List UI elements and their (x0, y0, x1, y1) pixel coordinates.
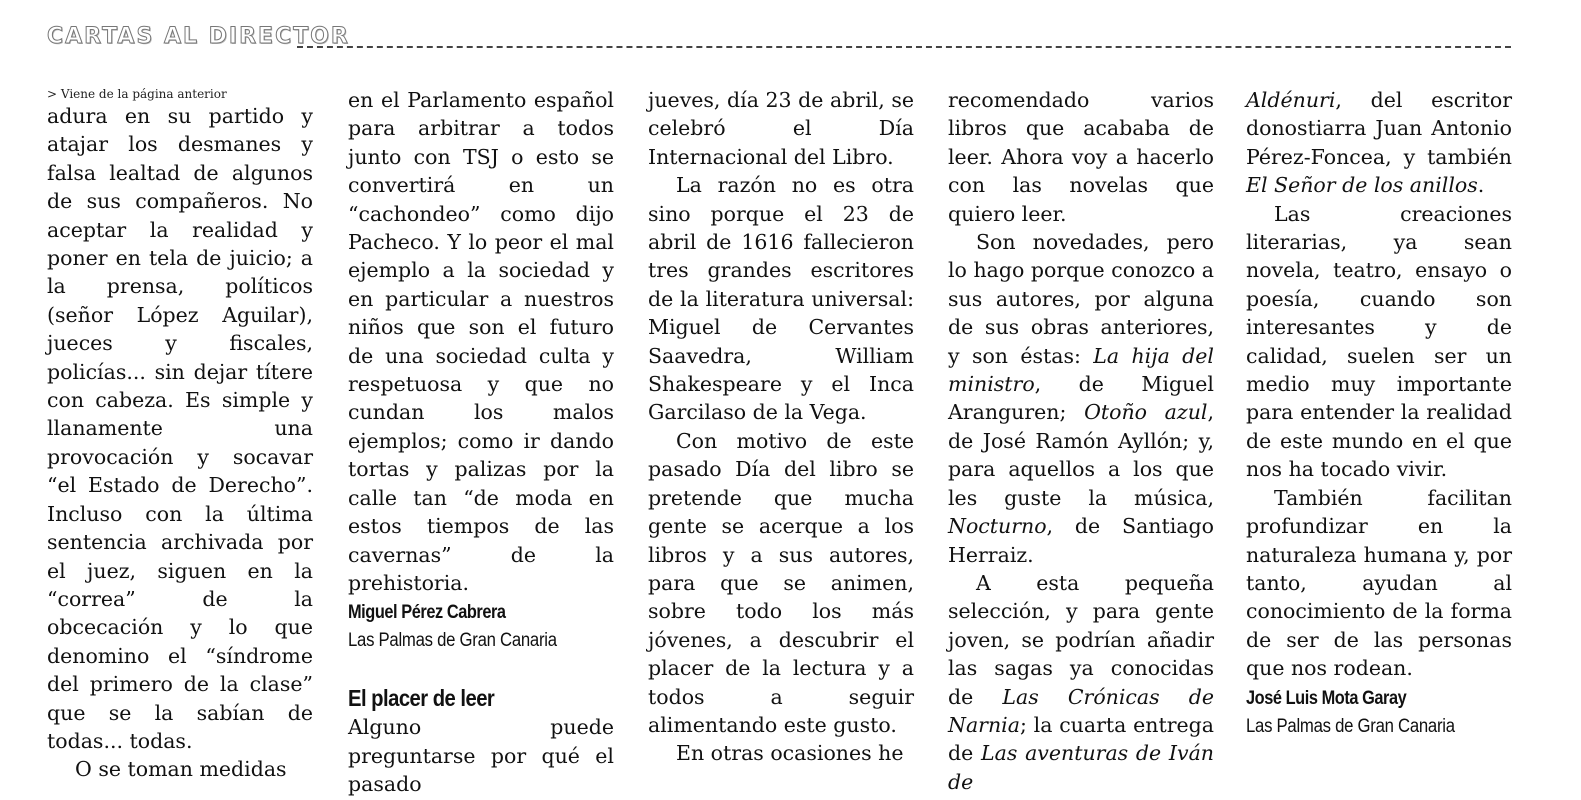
paragraph: También facilitan profundizar en la naturaleza humana y, por tanto, ayudan al conocimiento de la forma de ser de las personas que nos rodean. (1246, 485, 1512, 681)
book-title: El Señor de los anillos (1246, 173, 1478, 198)
paragraph: jueves, día 23 de abril, se celebró el Día Internacional del Libro. (648, 88, 914, 169)
signature-place: Las Palmas de Gran Canaria (348, 630, 557, 652)
section-title: CARTAS AL DIRECTOR (47, 24, 350, 49)
column-4 (948, 86, 1214, 796)
section-header (47, 22, 1511, 52)
paragraph: Alguno puede preguntarse por qué el pasado (348, 715, 614, 797)
signature-place: Las Palmas de Gran Canaria (1246, 715, 1455, 737)
book-title: Aldénuri (1246, 88, 1336, 112)
paragraph: Las creaciones literarias, ya sean novela, teatro, ensayo o poesía, cuando son interesantes y de calidad, suelen ser un medio muy importante para entender la realidad de este mundo en el que nos ha tocado vivir. (1246, 201, 1512, 482)
column-5 (1246, 86, 1512, 741)
paragraph: A esta pequeña selección, y para gente joven, se podrían añadir las sagas ya conocidas de Las Crónicas de Narnia; la cuarta entrega de Las aventuras de Iván de (948, 570, 1215, 794)
paragraph: adura en su partido y atajar los desmanes y falsa lealtad de algunos de sus compañeros. No aceptar la realidad y poner en tela de juicio; a la prensa, políticos (señor López Aguilar), jueces y fiscales, policías... sin dejar títere con cabeza. Es simple y llanamente una provocación y socavar “el Estado de Derecho”. Incluso con la última sentencia archivada por el juez, siguen en la “correa” de la obcecación y lo que denomino el “síndrome del primero de la clase” que se la sabían de todas... todas. (47, 104, 313, 753)
paragraph: O se toman medidas (75, 757, 287, 782)
book-title: Nocturno (948, 514, 1047, 539)
paragraph: En otras ocasiones he (676, 741, 904, 766)
book-title: Otoño azul (1084, 400, 1208, 425)
paragraph: recomendado varios libros que acababa de leer. Ahora voy a hacerlo con las novelas que quiero leer. (948, 88, 1214, 226)
book-title: Las Crónicas de Narnia (948, 684, 1215, 737)
continued-note: > Viene de la página anterior (47, 87, 227, 101)
header-rule (297, 46, 1511, 48)
paragraph: Con motivo de este pasado Día del libro se pretende que mucha gente se acerque a los libros y a sus autores, para que se animen, sobre todo los más jóvenes, a descubrir el placer de la lectura y a todos a seguir alimentando este gusto. (648, 428, 914, 737)
column-2 (348, 86, 614, 799)
paragraph: Aldénuri, del escritor donostiarra Juan Antonio Pérez-Foncea, y también El Señor de los anillos. (1246, 88, 1512, 198)
signature-name: José Luis Mota Garay (1246, 687, 1407, 709)
column-1 (47, 86, 313, 784)
paragraph: La razón no es otra sino porque el 23 de abril de 1616 fallecieron tres grandes escritores de la literatura universal: Miguel de Cervantes Saavedra, William Shakespeare y el Inca Garcilaso de la Vega. (648, 173, 914, 425)
book-title: Las aventuras de Iván de (948, 741, 1214, 794)
signature-name: Miguel Pérez Cabrera (348, 602, 506, 624)
letter-headline: El placer de leer (348, 685, 495, 712)
book-title: La hija del ministro (948, 343, 1214, 397)
paragraph: en el Parlamento español para arbitrar a todos junto con TSJ o esto se convertirá en un “cachondeo” como dijo Pacheco. Y lo peor el mal ejemplo a la sociedad y en particular a nuestros niños que son el futuro de una sociedad culta y respetuosa y que no cundan los malos ejemplos; como ir dando tortas y palizas por la calle tan “de moda en estos tiempos de las cavernas” de la prehistoria. (348, 88, 614, 595)
paragraph: Son novedades, pero lo hago porque conozco a sus autores, por alguna de sus obras anteriores, y son éstas: La hija del ministro, de Miguel Aranguren; Otoño azul, de José Ramón Ayllón; y, para aquellos a los que les guste la música, Nocturno, de Santiago Herraiz. (948, 230, 1214, 567)
column-3 (648, 86, 914, 768)
